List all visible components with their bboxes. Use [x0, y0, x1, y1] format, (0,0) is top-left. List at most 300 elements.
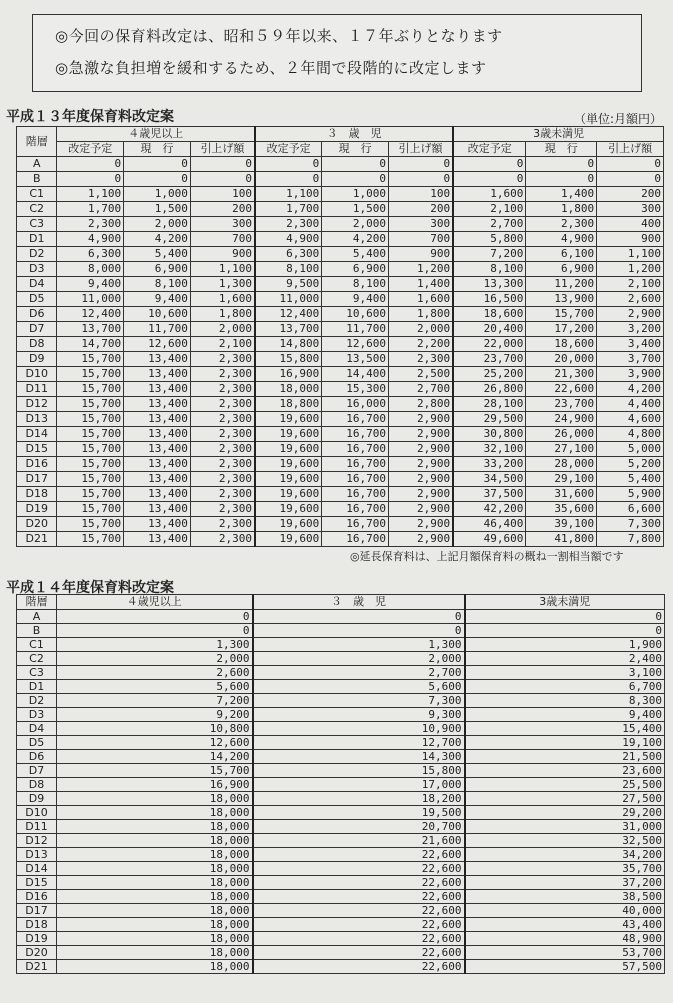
value-cell: 1,400	[388, 277, 453, 292]
value-cell: 22,600	[526, 382, 597, 397]
value-cell: 1,500	[124, 202, 191, 217]
value-cell: 6,300	[255, 247, 322, 262]
value-cell: 100	[190, 187, 255, 202]
table-row	[17, 862, 665, 876]
value-cell: 2,900	[597, 307, 664, 322]
value-cell: 4,400	[597, 397, 664, 412]
level-cell: D13	[17, 412, 57, 427]
level-cell: D6	[17, 307, 57, 322]
level-cell: D10	[17, 806, 57, 820]
value-cell: 13,400	[124, 472, 191, 487]
level-cell: D15	[17, 442, 57, 457]
subheader-increase: 引上げ額	[597, 142, 664, 157]
value-cell: 27,500	[465, 792, 665, 806]
value-cell: 22,600	[253, 946, 465, 960]
value-cell: 8,100	[124, 277, 191, 292]
value-cell: 13,400	[124, 457, 191, 472]
level-cell: A	[17, 610, 57, 624]
notice-box	[32, 14, 642, 92]
value-cell: 900	[190, 247, 255, 262]
value-cell: 48,900	[465, 932, 665, 946]
value-cell: 15,800	[253, 764, 465, 778]
value-cell: 0	[57, 157, 124, 172]
subheader-increase: 引上げ額	[388, 142, 453, 157]
level-cell: B	[17, 624, 57, 638]
level-cell: D16	[17, 457, 57, 472]
value-cell: 2,100	[190, 337, 255, 352]
notice-line-2: ◎急激な負担増を緩和するため、２年間で段階的に改定します	[55, 59, 487, 77]
value-cell: 8,300	[465, 694, 665, 708]
subheader-current: 現 行	[124, 142, 191, 157]
value-cell: 19,600	[255, 457, 322, 472]
level-cell: D20	[17, 946, 57, 960]
value-cell: 10,600	[124, 307, 191, 322]
value-cell: 12,400	[255, 307, 322, 322]
table-row	[17, 307, 664, 322]
subheader-planned: 改定予定	[57, 142, 124, 157]
value-cell: 0	[190, 157, 255, 172]
value-cell: 22,600	[253, 960, 465, 974]
value-cell: 19,100	[465, 736, 665, 750]
value-cell: 700	[190, 232, 255, 247]
table14-title: 平成１４年度保育料改定案	[6, 580, 174, 596]
value-cell: 46,400	[453, 517, 526, 532]
value-cell: 0	[255, 157, 322, 172]
table-row	[17, 292, 664, 307]
value-cell: 7,200	[453, 247, 526, 262]
value-cell: 18,000	[57, 862, 253, 876]
table-row	[17, 367, 664, 382]
value-cell: 16,700	[322, 487, 389, 502]
value-cell: 19,600	[255, 442, 322, 457]
value-cell: 43,400	[465, 918, 665, 932]
value-cell: 15,700	[57, 517, 124, 532]
level-cell: D19	[17, 502, 57, 517]
value-cell: 5,000	[597, 442, 664, 457]
value-cell: 1,300	[253, 638, 465, 652]
value-cell: 13,400	[124, 412, 191, 427]
table-row	[17, 750, 665, 764]
value-cell: 3,900	[597, 367, 664, 382]
value-cell: 7,200	[57, 694, 253, 708]
value-cell: 0	[322, 157, 389, 172]
value-cell: 34,500	[453, 472, 526, 487]
value-cell: 2,100	[597, 277, 664, 292]
value-cell: 9,400	[465, 708, 665, 722]
value-cell: 13,500	[322, 352, 389, 367]
value-cell: 0	[124, 157, 191, 172]
value-cell: 15,700	[57, 427, 124, 442]
table-row	[17, 232, 664, 247]
level-cell: D8	[17, 778, 57, 792]
value-cell: 22,600	[253, 904, 465, 918]
value-cell: 18,000	[57, 918, 253, 932]
table-row	[17, 247, 664, 262]
value-cell: 12,600	[57, 736, 253, 750]
value-cell: 38,500	[465, 890, 665, 904]
value-cell: 15,700	[57, 487, 124, 502]
value-cell: 1,300	[57, 638, 253, 652]
value-cell: 2,000	[322, 217, 389, 232]
group-header-under3: 3歳未満児	[453, 127, 663, 142]
value-cell: 8,100	[453, 262, 526, 277]
value-cell: 2,900	[388, 532, 453, 547]
value-cell: 19,600	[255, 517, 322, 532]
value-cell: 23,700	[526, 397, 597, 412]
level-cell: D21	[17, 532, 57, 547]
table-row	[17, 848, 665, 862]
value-cell: 37,500	[453, 487, 526, 502]
value-cell: 15,700	[57, 412, 124, 427]
value-cell: 16,900	[57, 778, 253, 792]
value-cell: 42,200	[453, 502, 526, 517]
value-cell: 34,200	[465, 848, 665, 862]
value-cell: 0	[465, 610, 665, 624]
level-cell: D11	[17, 382, 57, 397]
table-row	[17, 517, 664, 532]
value-cell: 13,400	[124, 367, 191, 382]
value-cell: 2,000	[388, 322, 453, 337]
value-cell: 2,700	[453, 217, 526, 232]
value-cell: 200	[597, 187, 664, 202]
subheader-current: 現 行	[322, 142, 389, 157]
value-cell: 5,800	[453, 232, 526, 247]
table-row	[17, 960, 665, 974]
level-cell: D11	[17, 820, 57, 834]
value-cell: 19,600	[255, 427, 322, 442]
group-header-3yo: ３ 歳 児	[255, 127, 453, 142]
value-cell: 15,700	[57, 502, 124, 517]
level-cell: C2	[17, 652, 57, 666]
value-cell: 13,400	[124, 352, 191, 367]
table-row	[17, 412, 664, 427]
value-cell: 17,200	[526, 322, 597, 337]
value-cell: 24,900	[526, 412, 597, 427]
value-cell: 15,700	[57, 382, 124, 397]
value-cell: 0	[597, 172, 664, 187]
value-cell: 13,300	[453, 277, 526, 292]
value-cell: 2,300	[190, 382, 255, 397]
value-cell: 300	[597, 202, 664, 217]
value-cell: 1,500	[322, 202, 389, 217]
level-cell: D12	[17, 834, 57, 848]
value-cell: 10,900	[253, 722, 465, 736]
value-cell: 11,000	[255, 292, 322, 307]
value-cell: 14,700	[57, 337, 124, 352]
value-cell: 22,600	[253, 862, 465, 876]
value-cell: 14,800	[255, 337, 322, 352]
table-row	[17, 778, 665, 792]
value-cell: 20,700	[253, 820, 465, 834]
value-cell: 300	[190, 217, 255, 232]
level-cell: D1	[17, 232, 57, 247]
value-cell: 0	[57, 610, 253, 624]
value-cell: 400	[597, 217, 664, 232]
value-cell: 15,700	[57, 532, 124, 547]
group-header-3yo: ３ 歳 児	[253, 595, 465, 610]
table-row	[17, 806, 665, 820]
value-cell: 1,200	[388, 262, 453, 277]
value-cell: 31,600	[526, 487, 597, 502]
value-cell: 39,100	[526, 517, 597, 532]
value-cell: 1,100	[57, 187, 124, 202]
value-cell: 16,700	[322, 427, 389, 442]
table-row	[17, 638, 665, 652]
value-cell: 0	[253, 610, 465, 624]
subheader-current: 現 行	[526, 142, 597, 157]
level-header: 階層	[17, 127, 57, 157]
subheader-planned: 改定予定	[453, 142, 526, 157]
table-row	[17, 610, 665, 624]
value-cell: 6,900	[124, 262, 191, 277]
value-cell: 22,600	[253, 890, 465, 904]
value-cell: 18,200	[253, 792, 465, 806]
value-cell: 15,700	[57, 472, 124, 487]
value-cell: 2,200	[388, 337, 453, 352]
value-cell: 6,300	[57, 247, 124, 262]
value-cell: 18,000	[57, 792, 253, 806]
table-row	[17, 708, 665, 722]
level-cell: D9	[17, 352, 57, 367]
value-cell: 9,500	[255, 277, 322, 292]
value-cell: 18,800	[255, 397, 322, 412]
table-row	[17, 457, 664, 472]
value-cell: 0	[526, 157, 597, 172]
value-cell: 25,500	[465, 778, 665, 792]
value-cell: 29,100	[526, 472, 597, 487]
value-cell: 16,000	[322, 397, 389, 412]
table-row	[17, 442, 664, 457]
table-row	[17, 502, 664, 517]
value-cell: 4,800	[597, 427, 664, 442]
value-cell: 22,600	[253, 876, 465, 890]
value-cell: 15,700	[526, 307, 597, 322]
value-cell: 1,700	[57, 202, 124, 217]
value-cell: 29,200	[465, 806, 665, 820]
value-cell: 13,400	[124, 397, 191, 412]
level-cell: B	[17, 172, 57, 187]
value-cell: 0	[388, 157, 453, 172]
value-cell: 2,400	[465, 652, 665, 666]
value-cell: 16,700	[322, 532, 389, 547]
table-row	[17, 352, 664, 367]
value-cell: 18,000	[57, 960, 253, 974]
value-cell: 22,000	[453, 337, 526, 352]
value-cell: 5,600	[253, 680, 465, 694]
value-cell: 20,400	[453, 322, 526, 337]
table-row	[17, 764, 665, 778]
group-header-4plus: ４歳児以上	[57, 595, 253, 610]
group-header-under3: 3歳未満児	[465, 595, 665, 610]
value-cell: 3,400	[597, 337, 664, 352]
table-row	[17, 382, 664, 397]
value-cell: 16,700	[322, 472, 389, 487]
value-cell: 14,400	[322, 367, 389, 382]
value-cell: 18,000	[57, 876, 253, 890]
value-cell: 18,000	[57, 946, 253, 960]
level-cell: D16	[17, 890, 57, 904]
value-cell: 5,400	[322, 247, 389, 262]
value-cell: 0	[453, 157, 526, 172]
value-cell: 2,300	[190, 487, 255, 502]
value-cell: 0	[124, 172, 191, 187]
table-row	[17, 722, 665, 736]
table-row	[17, 322, 664, 337]
value-cell: 0	[526, 172, 597, 187]
table-row	[17, 532, 664, 547]
value-cell: 2,300	[190, 397, 255, 412]
value-cell: 7,300	[253, 694, 465, 708]
value-cell: 11,700	[322, 322, 389, 337]
table-row	[17, 792, 665, 806]
level-cell: C1	[17, 638, 57, 652]
value-cell: 1,700	[255, 202, 322, 217]
value-cell: 2,300	[255, 217, 322, 232]
value-cell: 12,600	[124, 337, 191, 352]
value-cell: 2,300	[190, 412, 255, 427]
table-row	[17, 666, 665, 680]
value-cell: 2,300	[190, 532, 255, 547]
value-cell: 2,300	[57, 217, 124, 232]
value-cell: 13,400	[124, 502, 191, 517]
table-row	[17, 694, 665, 708]
value-cell: 9,200	[57, 708, 253, 722]
value-cell: 7,300	[597, 517, 664, 532]
value-cell: 21,300	[526, 367, 597, 382]
value-cell: 1,600	[190, 292, 255, 307]
value-cell: 16,700	[322, 502, 389, 517]
value-cell: 200	[388, 202, 453, 217]
table-row	[17, 834, 665, 848]
value-cell: 16,700	[322, 412, 389, 427]
value-cell: 8,100	[255, 262, 322, 277]
table-row	[17, 876, 665, 890]
value-cell: 11,000	[57, 292, 124, 307]
value-cell: 2,300	[190, 367, 255, 382]
level-cell: D14	[17, 862, 57, 876]
value-cell: 6,900	[526, 262, 597, 277]
value-cell: 16,900	[255, 367, 322, 382]
level-cell: D13	[17, 848, 57, 862]
level-cell: D14	[17, 427, 57, 442]
value-cell: 15,700	[57, 367, 124, 382]
level-cell: D5	[17, 736, 57, 750]
value-cell: 200	[190, 202, 255, 217]
value-cell: 19,600	[255, 472, 322, 487]
value-cell: 6,700	[465, 680, 665, 694]
table13-unit: （単位:月額円）	[574, 112, 663, 126]
value-cell: 23,600	[465, 764, 665, 778]
value-cell: 700	[388, 232, 453, 247]
value-cell: 22,600	[253, 918, 465, 932]
value-cell: 2,900	[388, 502, 453, 517]
table-row	[17, 946, 665, 960]
value-cell: 19,600	[255, 532, 322, 547]
value-cell: 18,000	[57, 890, 253, 904]
value-cell: 13,400	[124, 517, 191, 532]
level-cell: C1	[17, 187, 57, 202]
value-cell: 900	[597, 232, 664, 247]
value-cell: 1,000	[124, 187, 191, 202]
value-cell: 2,300	[190, 352, 255, 367]
extended-care-note: ◎延長保育料は、上記月額保育料の概ね一割相当額です	[350, 550, 624, 563]
table-row	[17, 277, 664, 292]
value-cell: 26,800	[453, 382, 526, 397]
value-cell: 2,900	[388, 412, 453, 427]
level-cell: D4	[17, 722, 57, 736]
value-cell: 16,700	[322, 442, 389, 457]
value-cell: 14,300	[253, 750, 465, 764]
value-cell: 2,900	[388, 442, 453, 457]
notice-line-1: ◎今回の保育料改定は、昭和５９年以来、１７年ぶりとなります	[55, 27, 503, 45]
level-cell: D20	[17, 517, 57, 532]
value-cell: 18,000	[255, 382, 322, 397]
value-cell: 32,100	[453, 442, 526, 457]
table-row	[17, 157, 664, 172]
value-cell: 2,300	[388, 352, 453, 367]
value-cell: 1,600	[388, 292, 453, 307]
value-cell: 11,700	[124, 322, 191, 337]
table-row	[17, 624, 665, 638]
value-cell: 5,600	[57, 680, 253, 694]
value-cell: 35,700	[465, 862, 665, 876]
value-cell: 13,400	[124, 427, 191, 442]
value-cell: 2,900	[388, 427, 453, 442]
value-cell: 13,700	[255, 322, 322, 337]
value-cell: 18,000	[57, 834, 253, 848]
value-cell: 30,800	[453, 427, 526, 442]
level-cell: D9	[17, 792, 57, 806]
table-row	[17, 680, 665, 694]
value-cell: 12,400	[57, 307, 124, 322]
value-cell: 0	[388, 172, 453, 187]
table-row	[17, 172, 664, 187]
value-cell: 2,700	[253, 666, 465, 680]
level-cell: D10	[17, 367, 57, 382]
value-cell: 28,100	[453, 397, 526, 412]
value-cell: 1,300	[190, 277, 255, 292]
value-cell: 13,400	[124, 532, 191, 547]
value-cell: 19,500	[253, 806, 465, 820]
value-cell: 1,100	[255, 187, 322, 202]
value-cell: 0	[465, 624, 665, 638]
subheader-increase: 引上げ額	[190, 142, 255, 157]
value-cell: 1,800	[526, 202, 597, 217]
level-cell: D4	[17, 277, 57, 292]
table-row	[17, 932, 665, 946]
value-cell: 15,700	[57, 764, 253, 778]
value-cell: 4,600	[597, 412, 664, 427]
value-cell: 1,100	[597, 247, 664, 262]
value-cell: 12,600	[322, 337, 389, 352]
fee-table-h14	[16, 594, 665, 974]
value-cell: 5,400	[597, 472, 664, 487]
value-cell: 13,400	[124, 382, 191, 397]
level-cell: D7	[17, 322, 57, 337]
value-cell: 15,700	[57, 397, 124, 412]
table-row	[17, 487, 664, 502]
value-cell: 20,000	[526, 352, 597, 367]
value-cell: 7,800	[597, 532, 664, 547]
value-cell: 100	[388, 187, 453, 202]
value-cell: 0	[253, 624, 465, 638]
value-cell: 2,300	[526, 217, 597, 232]
level-cell: D17	[17, 904, 57, 918]
subheader-planned: 改定予定	[255, 142, 322, 157]
value-cell: 8,000	[57, 262, 124, 277]
value-cell: 23,700	[453, 352, 526, 367]
value-cell: 4,900	[526, 232, 597, 247]
